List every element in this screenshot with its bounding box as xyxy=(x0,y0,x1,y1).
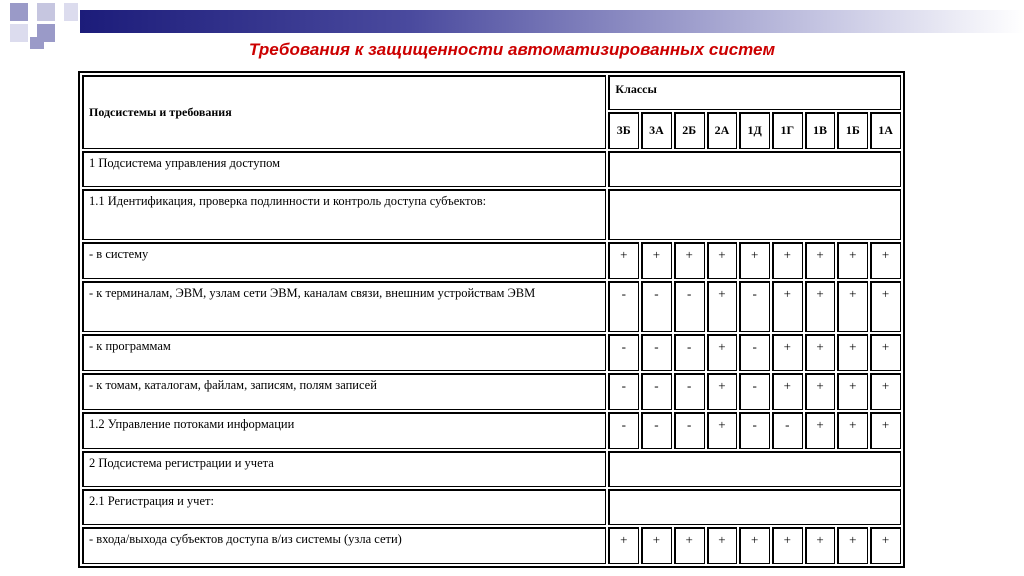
requirement-mark: + xyxy=(805,373,836,410)
requirement-mark: + xyxy=(739,527,770,564)
requirement-mark: - xyxy=(739,373,770,410)
requirement-label: 2.1 Регистрация и учет: xyxy=(82,489,606,525)
requirement-mark: + xyxy=(772,373,803,410)
deco-square xyxy=(10,3,28,21)
slide-title: Требования к защищенности автоматизированных систем xyxy=(248,40,776,59)
requirement-mark: + xyxy=(837,527,868,564)
requirement-mark: - xyxy=(772,412,803,449)
requirement-mark: + xyxy=(707,527,738,564)
requirement-mark: + xyxy=(870,412,901,449)
requirement-mark: + xyxy=(837,281,868,332)
requirement-label: - входа/выхода субъектов доступа в/из системы (узла сети) xyxy=(82,527,606,564)
requirement-mark: + xyxy=(608,527,639,564)
deco-square xyxy=(64,3,78,21)
requirement-mark: - xyxy=(739,281,770,332)
requirement-mark: + xyxy=(707,373,738,410)
requirement-mark: + xyxy=(674,527,705,564)
empty-marks-cell xyxy=(608,151,901,187)
requirement-mark: - xyxy=(674,412,705,449)
requirement-mark: + xyxy=(772,527,803,564)
empty-marks-cell xyxy=(608,489,901,525)
requirement-mark: - xyxy=(739,412,770,449)
empty-marks-cell xyxy=(608,451,901,487)
requirement-mark: - xyxy=(641,334,672,371)
table-row xyxy=(82,151,901,187)
table-row xyxy=(82,242,901,279)
requirement-mark: - xyxy=(739,334,770,371)
requirement-mark: + xyxy=(870,527,901,564)
table-row xyxy=(82,412,901,449)
requirement-mark: + xyxy=(772,281,803,332)
requirement-mark: + xyxy=(707,334,738,371)
requirement-mark: + xyxy=(837,412,868,449)
class-code-cell: 1Б xyxy=(837,112,868,149)
class-code-cell: 3А xyxy=(641,112,672,149)
requirement-mark: + xyxy=(707,281,738,332)
requirement-mark: + xyxy=(608,242,639,279)
requirement-mark: + xyxy=(641,242,672,279)
class-code-cell: 3Б xyxy=(608,112,639,149)
requirement-mark: + xyxy=(837,334,868,371)
requirement-mark: - xyxy=(608,412,639,449)
requirement-mark: - xyxy=(608,281,639,332)
requirement-mark: + xyxy=(772,334,803,371)
class-code-cell: 1А xyxy=(870,112,901,149)
class-code-cell: 1В xyxy=(805,112,836,149)
requirement-label: 2 Подсистема регистрации и учета xyxy=(82,451,606,487)
requirement-mark: + xyxy=(837,373,868,410)
requirement-mark: + xyxy=(805,412,836,449)
requirement-label: 1.1 Идентификация, проверка подлинности и контроль доступа субъектов: xyxy=(82,189,606,240)
deco-square xyxy=(37,3,55,21)
requirement-mark: + xyxy=(707,412,738,449)
requirement-mark: + xyxy=(805,527,836,564)
table-row xyxy=(82,281,901,332)
requirement-mark: + xyxy=(739,242,770,279)
table-row xyxy=(82,334,901,371)
requirements-header: Подсистемы и требования xyxy=(82,75,606,149)
table-row xyxy=(82,527,901,564)
requirement-mark: - xyxy=(674,334,705,371)
table-row xyxy=(82,189,901,240)
table-row xyxy=(82,373,901,410)
class-code-cell: 1Г xyxy=(772,112,803,149)
requirement-label: - к программам xyxy=(82,334,606,371)
requirement-label: - к томам, каталогам, файлам, записям, полям записей xyxy=(82,373,606,410)
header-gradient-bar xyxy=(80,10,1024,33)
requirement-mark: + xyxy=(837,242,868,279)
requirement-mark: + xyxy=(870,242,901,279)
requirements-table xyxy=(78,71,905,568)
requirement-mark: + xyxy=(805,281,836,332)
requirement-mark: + xyxy=(641,527,672,564)
requirement-mark: + xyxy=(870,373,901,410)
requirement-mark: - xyxy=(641,373,672,410)
requirement-mark: + xyxy=(772,242,803,279)
requirement-mark: + xyxy=(870,281,901,332)
requirement-mark: + xyxy=(870,334,901,371)
class-code-cell: 2А xyxy=(707,112,738,149)
requirement-mark: - xyxy=(674,373,705,410)
requirement-mark: - xyxy=(608,373,639,410)
requirement-mark: + xyxy=(674,242,705,279)
requirement-mark: + xyxy=(805,242,836,279)
class-code-cell: 2Б xyxy=(674,112,705,149)
requirement-mark: + xyxy=(707,242,738,279)
class-code-cell: 1Д xyxy=(739,112,770,149)
requirement-label: - к терминалам, ЭВМ, узлам сети ЭВМ, каналам связи, внешним устройствам ЭВМ xyxy=(82,281,606,332)
requirement-label: - в систему xyxy=(82,242,606,279)
table-row xyxy=(82,489,901,525)
requirement-label: 1 Подсистема управления доступом xyxy=(82,151,606,187)
requirement-label: 1.2 Управление потоками информации xyxy=(82,412,606,449)
requirement-mark: + xyxy=(805,334,836,371)
requirement-mark: - xyxy=(641,281,672,332)
table-row xyxy=(82,451,901,487)
requirement-mark: - xyxy=(641,412,672,449)
empty-marks-cell xyxy=(608,189,901,240)
requirement-mark: - xyxy=(674,281,705,332)
requirement-mark: - xyxy=(608,334,639,371)
classes-header: Классы xyxy=(608,75,901,110)
